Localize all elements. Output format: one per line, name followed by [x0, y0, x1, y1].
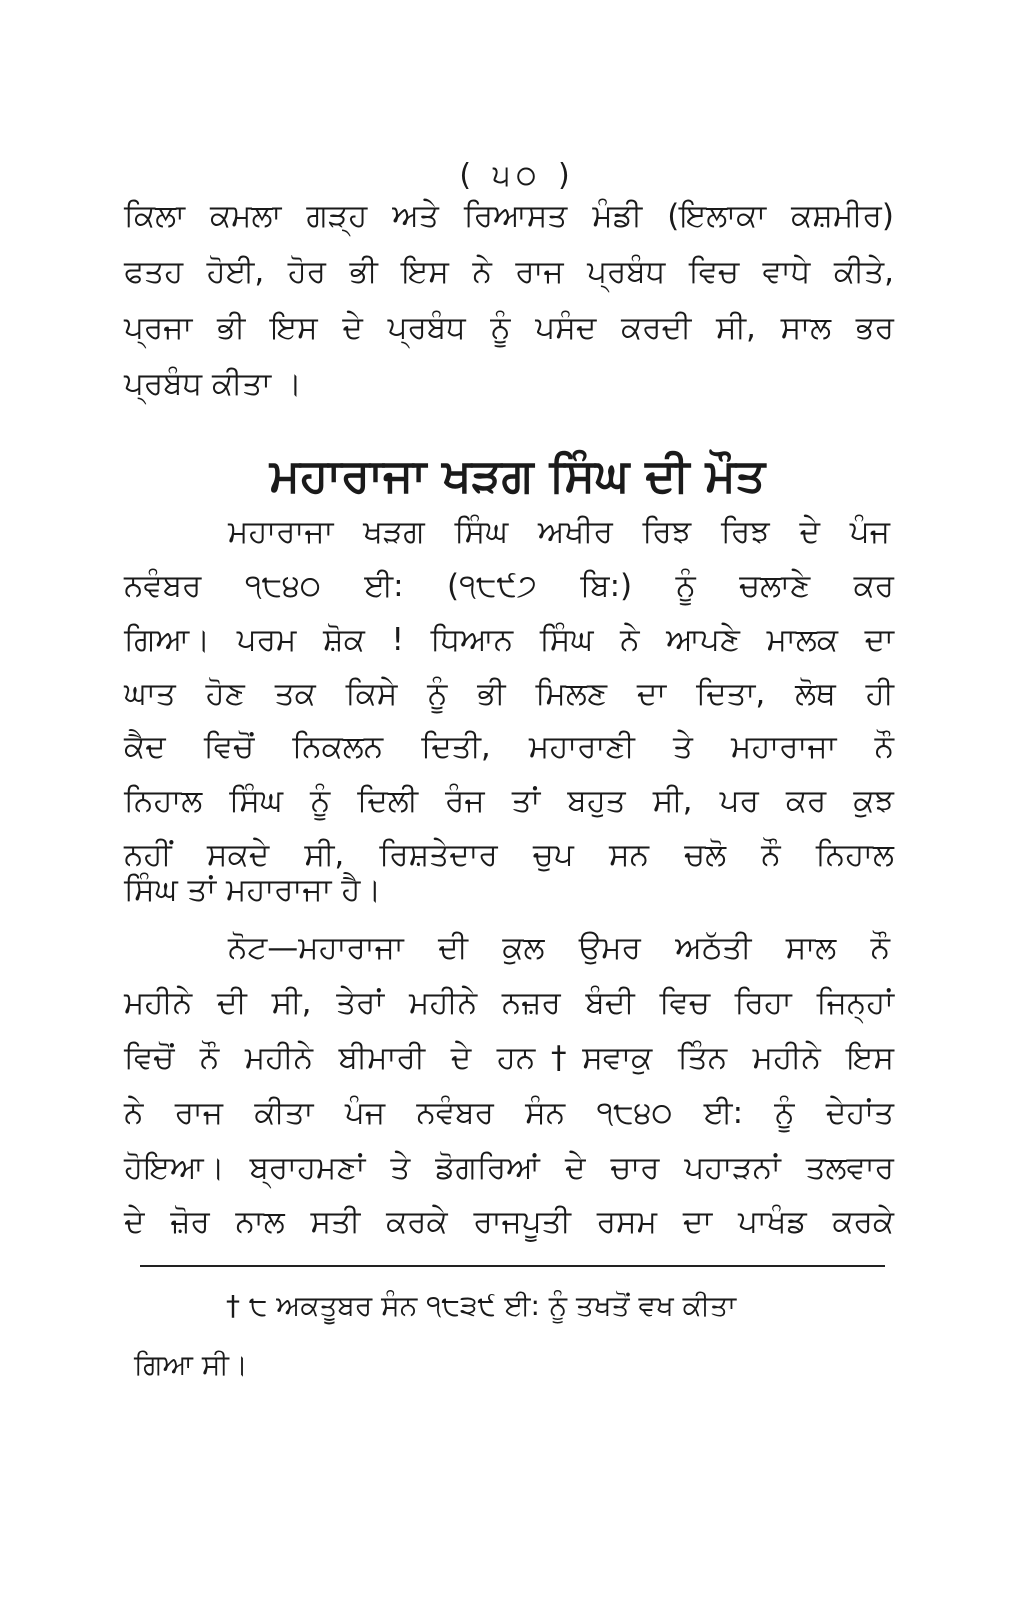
- section-heading: ਮਹਾਰਾਜਾ ਖੜਗ ਸਿੰਘ ਦੀ ਮੌਤ: [269, 448, 766, 502]
- paragraph-2-line-1: ਮਹਾਰਾਜਾ ਖੜਗ ਸਿੰਘ ਅਖੀਰ ਰਿਝ ਰਿਝ ਦੇ ਪੰਜ: [228, 514, 890, 550]
- footnote-line-2: ਗਿਆ ਸੀ।: [134, 1348, 248, 1381]
- paragraph-3-line-5: ਹੋਇਆ। ਬ੍ਰਾਹਮਣਾਂ ਤੇ ਡੋਗਰਿਆਂ ਦੇ ਚਾਰ ਪਹਾੜਨਾਂ ਤਲਵਾਰ: [124, 1150, 894, 1186]
- paragraph-2-line-2: ਨਵੰਬਰ ੧੮੪੦ ਈ: (੧੮੯੭ ਬਿ:) ਨੂੰ ਚਲਾਣੇ ਕਰ: [124, 568, 894, 604]
- paragraph-1-line-4: ਪ੍ਰਬੰਧ ਕੀਤਾ ।: [124, 366, 302, 402]
- paragraph-3-line-6: ਦੇ ਜ਼ੋਰ ਨਾਲ ਸਤੀ ਕਰਕੇ ਰਾਜਪੂਤੀ ਰਸਮ ਦਾ ਪਾਖੰਡ ਕਰਕੇ: [124, 1204, 894, 1240]
- paragraph-1-line-3: ਪ੍ਰਜਾ ਭੀ ਇਸ ਦੇ ਪ੍ਰਬੰਧ ਨੂੰ ਪਸੰਦ ਕਰਦੀ ਸੀ, ਸਾਲ ਭਰ: [124, 310, 894, 346]
- page-number: ( ੫੦ ): [459, 158, 576, 193]
- paragraph-3-line-1: ਨੋਟ—ਮਹਾਰਾਜਾ ਦੀ ਕੁਲ ਉਮਰ ਅਠੱਤੀ ਸਾਲ ਨੌ: [228, 930, 890, 966]
- footnote-line-1: † ੮ ਅਕਤੂਬਰ ਸੰਨ ੧੮੩੯ ਈ: ਨੂੰ ਤਖਤੋਂ ਵਖ ਕੀਤਾ: [226, 1289, 737, 1322]
- paragraph-1-line-1: ਕਿਲਾ ਕਮਲਾ ਗੜ੍ਹ ਅਤੇ ਰਿਆਸਤ ਮੰਡੀ (ਇਲਾਕਾ ਕਸ਼ਮੀਰ): [124, 198, 894, 234]
- paragraph-1-line-2: ਫਤਹ ਹੋਈ, ਹੋਰ ਭੀ ਇਸ ਨੇ ਰਾਜ ਪ੍ਰਬੰਧ ਵਿਚ ਵਾਧੇ ਕੀਤੇ,: [124, 254, 894, 290]
- paragraph-2-line-8: ਸਿੰਘ ਤਾਂ ਮਹਾਰਾਜਾ ਹੈ।: [124, 872, 382, 908]
- paragraph-2-line-3: ਗਿਆ। ਪਰਮ ਸ਼ੋਕ ! ਧਿਆਨ ਸਿੰਘ ਨੇ ਆਪਣੇ ਮਾਲਕ ਦਾ: [124, 622, 894, 658]
- paragraph-2-line-6: ਨਿਹਾਲ ਸਿੰਘ ਨੂੰ ਦਿਲੀ ਰੰਜ ਤਾਂ ਬਹੁਤ ਸੀ, ਪਰ ਕਰ ਕੁਝ: [124, 783, 894, 819]
- paragraph-2-line-7: ਨਹੀਂ ਸਕਦੇ ਸੀ, ਰਿਸ਼ਤੇਦਾਰ ਚੁਪ ਸਨ ਚਲੋ ਨੌ ਨਿਹਾਲ: [124, 837, 894, 873]
- paragraph-2-line-5: ਕੈਦ ਵਿਚੋਂ ਨਿਕਲਨ ਦਿਤੀ, ਮਹਾਰਾਣੀ ਤੇ ਮਹਾਰਾਜਾ ਨੌ: [124, 729, 894, 765]
- paragraph-3-line-2: ਮਹੀਨੇ ਦੀ ਸੀ, ਤੇਰਾਂ ਮਹੀਨੇ ਨਜ਼ਰ ਬੰਦੀ ਵਿਚ ਰਿਹਾ ਜਿਨ੍ਹਾਂ: [124, 985, 894, 1021]
- paragraph-3-line-3: ਵਿਚੋਂ ਨੌ ਮਹੀਨੇ ਬੀਮਾਰੀ ਦੇ ਹਨ†ਸਵਾਕੁ ਤਿੰਨ ਮਹੀਨੇ ਇਸ: [124, 1040, 894, 1076]
- paragraph-2-line-4: ਘਾਤ ਹੋਣ ਤਕ ਕਿਸੇ ਨੂੰ ਭੀ ਮਿਲਣ ਦਾ ਦਿਤਾ, ਲੋਥ ਹੀ: [124, 676, 894, 712]
- paragraph-3-line-4: ਨੇ ਰਾਜ ਕੀਤਾ ਪੰਜ ਨਵੰਬਰ ਸੰਨ ੧੮੪੦ ਈ: ਨੂੰ ਦੇਹਾਂਤ: [124, 1095, 894, 1131]
- footnote-divider: [140, 1265, 885, 1267]
